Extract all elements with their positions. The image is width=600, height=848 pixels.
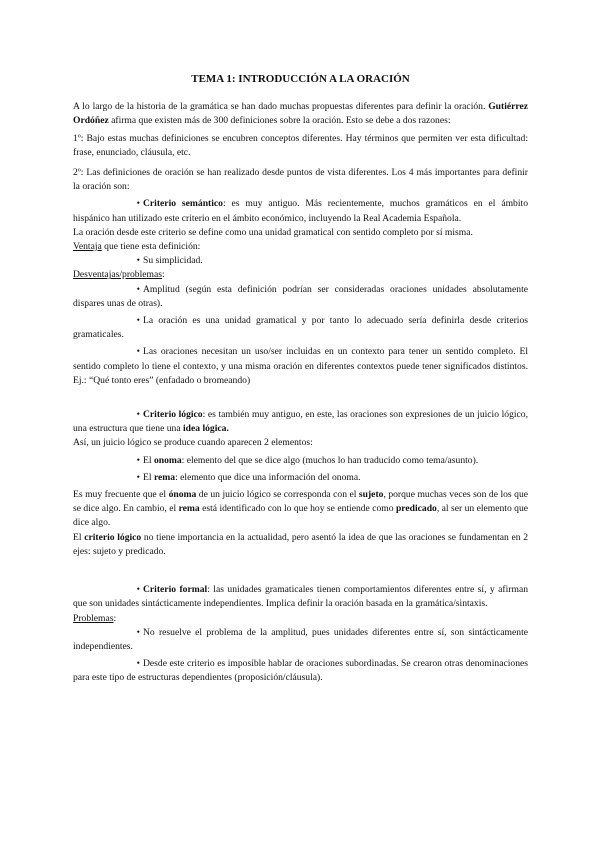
logic-criterion-text: : es también muy antiguo, en este, las oraciones son expresiones de un juicio lógico, una estructura que tiene una bbox=[73, 409, 528, 435]
sujeto-bold: sujeto bbox=[358, 489, 384, 501]
formal-criterion bbox=[73, 583, 528, 611]
text-run: Es muy frecuente que el bbox=[73, 489, 169, 501]
bullet-icon: • bbox=[136, 198, 140, 210]
element-prefix: El bbox=[143, 454, 154, 466]
formal-criterion-name: Criterio formal bbox=[143, 584, 208, 596]
text-run: , al ser un elemento que dice algo. bbox=[73, 503, 529, 529]
rema-bold: rema bbox=[178, 503, 200, 515]
logic-idea-term: idea lógica. bbox=[183, 423, 229, 435]
reason-1: 1º: Bajo estas muchas definiciones se encubren conceptos diferentes. Hay términos que permiten ver esta dificultad: frase, enunciado, cláusula, etc. bbox=[73, 132, 528, 158]
advantage-text: Su simplicidad. bbox=[143, 255, 203, 267]
bullet-icon: • bbox=[136, 626, 140, 638]
problems-label: Problemas bbox=[73, 612, 114, 624]
advantage-label: Ventaja bbox=[73, 241, 102, 253]
semantic-definition: La oración desde este criterio se define como una unidad gramatical con sentido completo por sí misma. bbox=[73, 226, 473, 238]
bullet-icon: • bbox=[136, 346, 140, 358]
text-run: , porque muchas veces son de los que se dice algo. En cambio, el bbox=[73, 489, 528, 515]
bullet-icon: • bbox=[136, 471, 140, 483]
page-title: TEMA 1: INTRODUCCIÓN A LA ORACIÓN bbox=[191, 73, 410, 85]
author-name: Gutiérrez Ordóñez bbox=[73, 101, 528, 127]
bullet-icon: • bbox=[136, 658, 140, 670]
onoma-term: onoma bbox=[153, 454, 182, 466]
problem-item-2 bbox=[73, 657, 528, 685]
problem-text: No resuelve el problema de la amplitud, pues unidades diferentes entre sí, son sintácticamente independientes. bbox=[73, 626, 528, 652]
disadvantage-text: Las oraciones necesitan un uso/ser incluidas en un contexto para tener un sentido completo. El sentido completo lo tiene el contexto, y una misma oración en diferentes contextos puede tener significados distintos. Ej.: “Qué tonto eres” (enfadado o bromeando) bbox=[73, 346, 528, 386]
disadvantage-item-1 bbox=[73, 283, 528, 311]
problem-text: Desde este criterio es imposible hablar de oraciones subordinadas. Se crearon otras denominaciones para este tipo de estructuras dependientes (proposición/cláusula). bbox=[73, 658, 528, 684]
logic-paragraph-2 bbox=[73, 531, 528, 559]
problems-heading bbox=[73, 612, 528, 626]
bullet-icon: • bbox=[136, 283, 140, 295]
text-run: no tiene importancia en la actualidad, pero asentó la idea de que las oraciones se fundamentan en 2 ejes: sujeto y predicado. bbox=[73, 531, 528, 557]
logic-element-1 bbox=[73, 454, 528, 468]
element-text: : elemento del que se dice algo (muchos lo han traducido como tema/asunto). bbox=[181, 454, 479, 466]
logic-line-2: Así, un juicio lógico se produce cuando aparecen 2 elementos: bbox=[73, 437, 313, 449]
disadvantages-heading bbox=[73, 268, 528, 282]
element-prefix: El bbox=[143, 471, 154, 483]
intro-paragraph bbox=[73, 100, 528, 128]
logic-element-2 bbox=[73, 471, 528, 485]
text-run: está identificado con lo que hoy se entiende como bbox=[199, 503, 396, 515]
semantic-criterion-name: Criterio semántico bbox=[143, 198, 223, 210]
onoma-bold: ónoma bbox=[168, 489, 197, 501]
document-page bbox=[73, 60, 528, 686]
problems-rest: : bbox=[113, 612, 117, 624]
disadvantages-rest: : bbox=[161, 269, 165, 281]
reason-2: 2º: Las definiciones de oración se han realizado desde puntos de vista diferentes. Los 4 más importantes para definir la oración son: bbox=[73, 167, 528, 193]
disadvantage-text: La oración es una unidad gramatical y por tanto lo adecuado sería definirla desde criterios gramaticales. bbox=[73, 315, 528, 341]
disadvantage-item-3 bbox=[73, 345, 528, 388]
advantage-heading bbox=[73, 240, 528, 254]
bullet-icon: • bbox=[136, 315, 140, 327]
semantic-criterion-text: : es muy antiguo. Más recientemente, muchos gramáticos en el ámbito hispánico han utilizado este criterio en el ámbito económico, incluyendo la Real Academia Española. bbox=[73, 198, 528, 224]
text-run: de un juicio lógico se corresponda con el bbox=[196, 489, 359, 501]
bullet-icon: • bbox=[136, 584, 140, 596]
problem-item-1 bbox=[73, 626, 528, 654]
disadvantage-item-2 bbox=[73, 314, 528, 342]
advantage-item bbox=[73, 254, 528, 268]
logic-criterion bbox=[73, 408, 528, 436]
element-text: : elemento que dice una información del onoma. bbox=[175, 471, 361, 483]
formal-criterion-text: : las unidades gramaticales tienen comportamientos diferentes entre sí, y afirman que son unidades sintácticamente independientes. Implica definir la oración basada en la gramática/sintaxis. bbox=[73, 584, 528, 610]
bullet-icon: • bbox=[136, 255, 140, 267]
logic-criterion-name: Criterio lógico bbox=[143, 409, 203, 421]
disadvantages-label: Desventajas/problemas bbox=[73, 269, 162, 281]
criterio-logico-bold: criterio lógico bbox=[84, 531, 142, 543]
rema-term: rema bbox=[153, 471, 176, 483]
semantic-criterion bbox=[73, 197, 528, 225]
advantage-rest: que tiene esta definición: bbox=[101, 241, 201, 253]
logic-paragraph-1 bbox=[73, 488, 528, 531]
disadvantage-text: Amplitud (según esta definición podrían ser consideradas oraciones unidades absolutamente dispares unas de otras). bbox=[73, 283, 528, 309]
intro-text: A lo largo de la historia de la gramática se han dado muchas propuestas diferentes para definir la oración. bbox=[73, 101, 489, 113]
text-run: El bbox=[73, 531, 85, 543]
bullet-icon: • bbox=[136, 454, 140, 466]
predicado-bold: predicado bbox=[395, 503, 437, 515]
intro-text-end: afirma que existen más de 300 definiciones sobre la oración. Esto se debe a dos razones: bbox=[108, 115, 451, 127]
bullet-icon: • bbox=[136, 409, 140, 421]
